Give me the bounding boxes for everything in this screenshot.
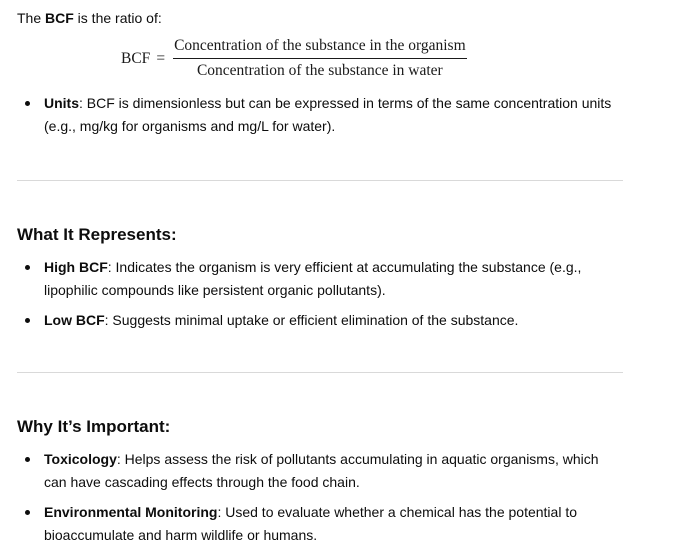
toxicology-label: Toxicology bbox=[44, 451, 117, 467]
list-item-low-bcf bbox=[17, 309, 623, 332]
divider bbox=[17, 180, 623, 181]
intro-paragraph bbox=[17, 9, 162, 27]
low-bcf-label: Low BCF bbox=[44, 312, 105, 328]
toxicology-text: : Helps assess the risk of pollutants accumulating in aquatic organisms, which can have cascading effects through the food chain. bbox=[44, 451, 599, 490]
section-heading-importance: Why It’s Important: bbox=[17, 417, 171, 436]
formula-numerator: Concentration of the substance in the organism bbox=[173, 37, 467, 59]
list-item-high-bcf bbox=[17, 256, 623, 302]
divider bbox=[17, 372, 623, 373]
formula-denominator: Concentration of the substance in water bbox=[196, 62, 443, 79]
high-bcf-text: : Indicates the organism is very efficient at accumulating the substance (e.g., lipophilic compounds like persistent organic pollutants). bbox=[44, 259, 582, 298]
importance-list bbox=[17, 448, 623, 547]
formula-equals: = bbox=[156, 49, 166, 67]
list-item-units bbox=[17, 92, 623, 138]
intro-suffix: is the ratio of: bbox=[73, 10, 162, 26]
units-label: Units bbox=[44, 95, 79, 111]
bcf-formula bbox=[121, 37, 467, 80]
intro-term: BCF bbox=[45, 10, 74, 26]
units-list bbox=[17, 92, 623, 138]
intro-prefix: The bbox=[17, 10, 46, 26]
formula-fraction bbox=[173, 37, 467, 80]
formula-lhs: BCF bbox=[121, 49, 151, 67]
section-heading-represents: What It Represents: bbox=[17, 225, 177, 244]
list-item-environmental-monitoring bbox=[17, 501, 623, 547]
represents-list bbox=[17, 256, 623, 332]
list-item-toxicology bbox=[17, 448, 623, 494]
environmental-monitoring-text: : Used to evaluate whether a chemical has the potential to bioaccumulate and harm wildlife or humans. bbox=[44, 504, 578, 543]
environmental-monitoring-label: Environmental Monitoring bbox=[44, 504, 218, 520]
high-bcf-label: High BCF bbox=[44, 259, 108, 275]
low-bcf-text: : Suggests minimal uptake or efficient elimination of the substance. bbox=[104, 312, 519, 328]
units-text: : BCF is dimensionless but can be expressed in terms of the same concentration units (e.g., mg/kg for organisms and mg/L for water). bbox=[44, 95, 612, 134]
